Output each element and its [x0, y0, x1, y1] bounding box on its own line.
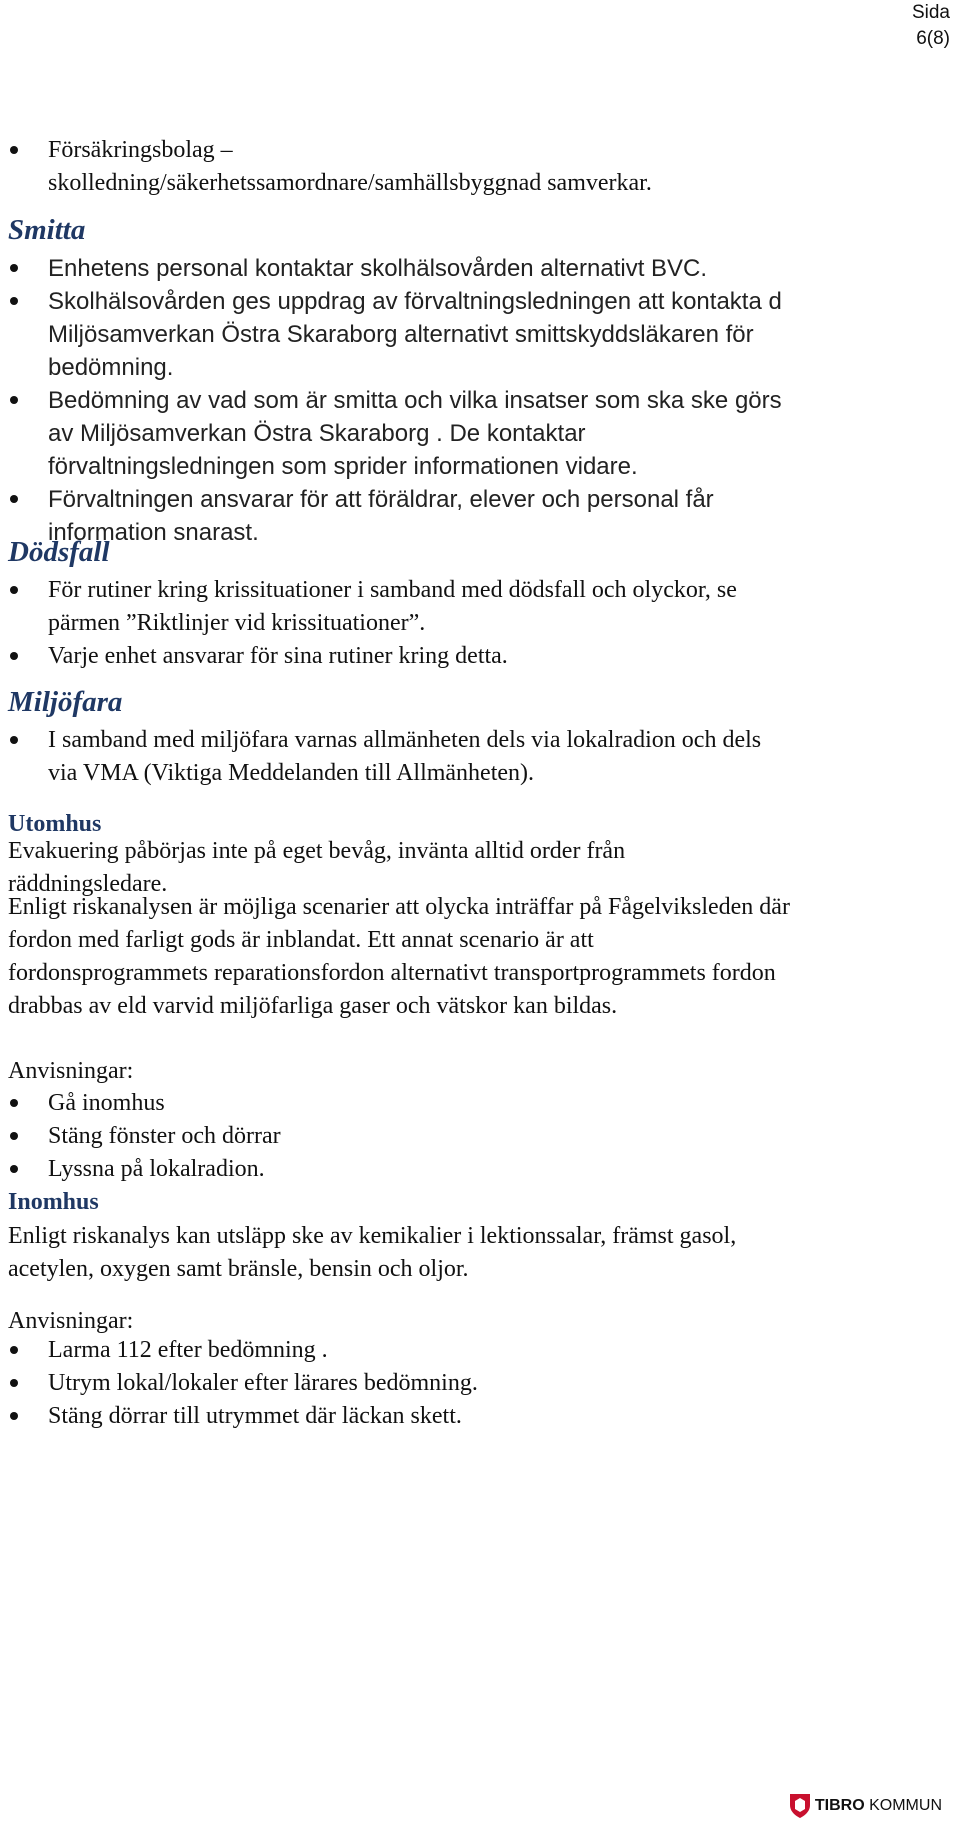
list-item: Stäng dörrar till utrymmet där läckan skett.: [8, 1400, 938, 1433]
page-number: [912, 0, 950, 52]
logo-text: KOMMUN: [869, 1797, 942, 1814]
paragraph: Enligt riskanalysen är möjliga scenarier att olycka inträffar på Fågelviksleden där fordon med farligt gods är inblandat. Ett annat scenario är att fordonsprogrammets reparationsfordon alternativt transportprogrammets fordon drabbas av eld varvid miljöfarliga gaser och vätskor kan bildas.: [8, 894, 790, 1019]
instructions-label: Anvisningar:: [8, 1308, 134, 1334]
intro-list: [8, 134, 938, 200]
list-item: Varje enhet ansvarar för sina rutiner kring detta.: [8, 640, 938, 673]
paragraph: Evakuering påbörjas inte på eget bevåg, invänta alltid order från räddningsledare.: [8, 838, 626, 897]
utomhus-instructions-list: [8, 1087, 938, 1186]
page-count: 6(8): [916, 28, 950, 49]
instructions-label: Anvisningar:: [8, 1058, 134, 1084]
list-item: Enhetens personal kontaktar skolhälsovården alternativt BVC.: [8, 252, 938, 285]
list-item: Försäkringsbolag – skolledning/säkerhetssamordnare/samhällsbyggnad samverkar.: [8, 134, 708, 200]
section-heading-smitta: Smitta: [8, 214, 86, 246]
dodsfall-list: [8, 574, 938, 673]
paragraph: Enligt riskanalys kan utsläpp ske av kemikalier i lektionssalar, främst gasol, acetylen, oxygen samt bränsle, bensin och oljor.: [8, 1223, 737, 1282]
list-item: Bedömning av vad som är smitta och vilka insatser som ska ske görs av Miljösamverkan Östra Skaraborg . De kontaktar förvaltningsledningen som sprider informationen vidare.: [8, 384, 788, 483]
list-item: Utrym lokal/lokaler efter lärares bedömning.: [8, 1367, 938, 1400]
section-heading-inomhus: Inomhus: [8, 1189, 99, 1215]
list-item: I samband med miljöfara varnas allmänheten dels via lokalradion och dels via VMA (Viktiga Meddelanden till Allmänheten).: [8, 724, 768, 790]
list-item: Förvaltningen ansvarar för att föräldrar, elever och personal får information snarast.: [8, 483, 748, 549]
logo-text-bold: TIBRO: [814, 1797, 865, 1814]
list-item: För rutiner kring krissituationer i samband med dödsfall och olyckor, se pärmen ”Riktlinjer vid krissituationer”.: [8, 574, 808, 640]
list-item: Larma 112 efter bedömning .: [8, 1334, 938, 1367]
list-item: Gå inomhus: [8, 1087, 938, 1120]
section-heading-utomhus: Utomhus: [8, 811, 102, 837]
smitta-list: [8, 252, 938, 549]
page-label: Sida: [911, 2, 950, 23]
inomhus-instructions-list: [8, 1334, 938, 1433]
section-heading-dodsfall: Dödsfall: [8, 536, 110, 568]
list-item: Stäng fönster och dörrar: [8, 1120, 938, 1153]
section-heading-miljofara: Miljöfara: [8, 686, 123, 718]
list-item: Lyssna på lokalradion.: [8, 1153, 938, 1186]
shield-icon: [789, 1793, 811, 1819]
tibro-kommun-logo: [789, 1793, 942, 1819]
list-item: Skolhälsovården ges uppdrag av förvaltningsledningen att kontakta d Miljösamverkan Östra Skaraborg alternativt smittskyddsläkaren för bedömning.: [8, 285, 788, 384]
miljofara-list: [8, 724, 938, 790]
